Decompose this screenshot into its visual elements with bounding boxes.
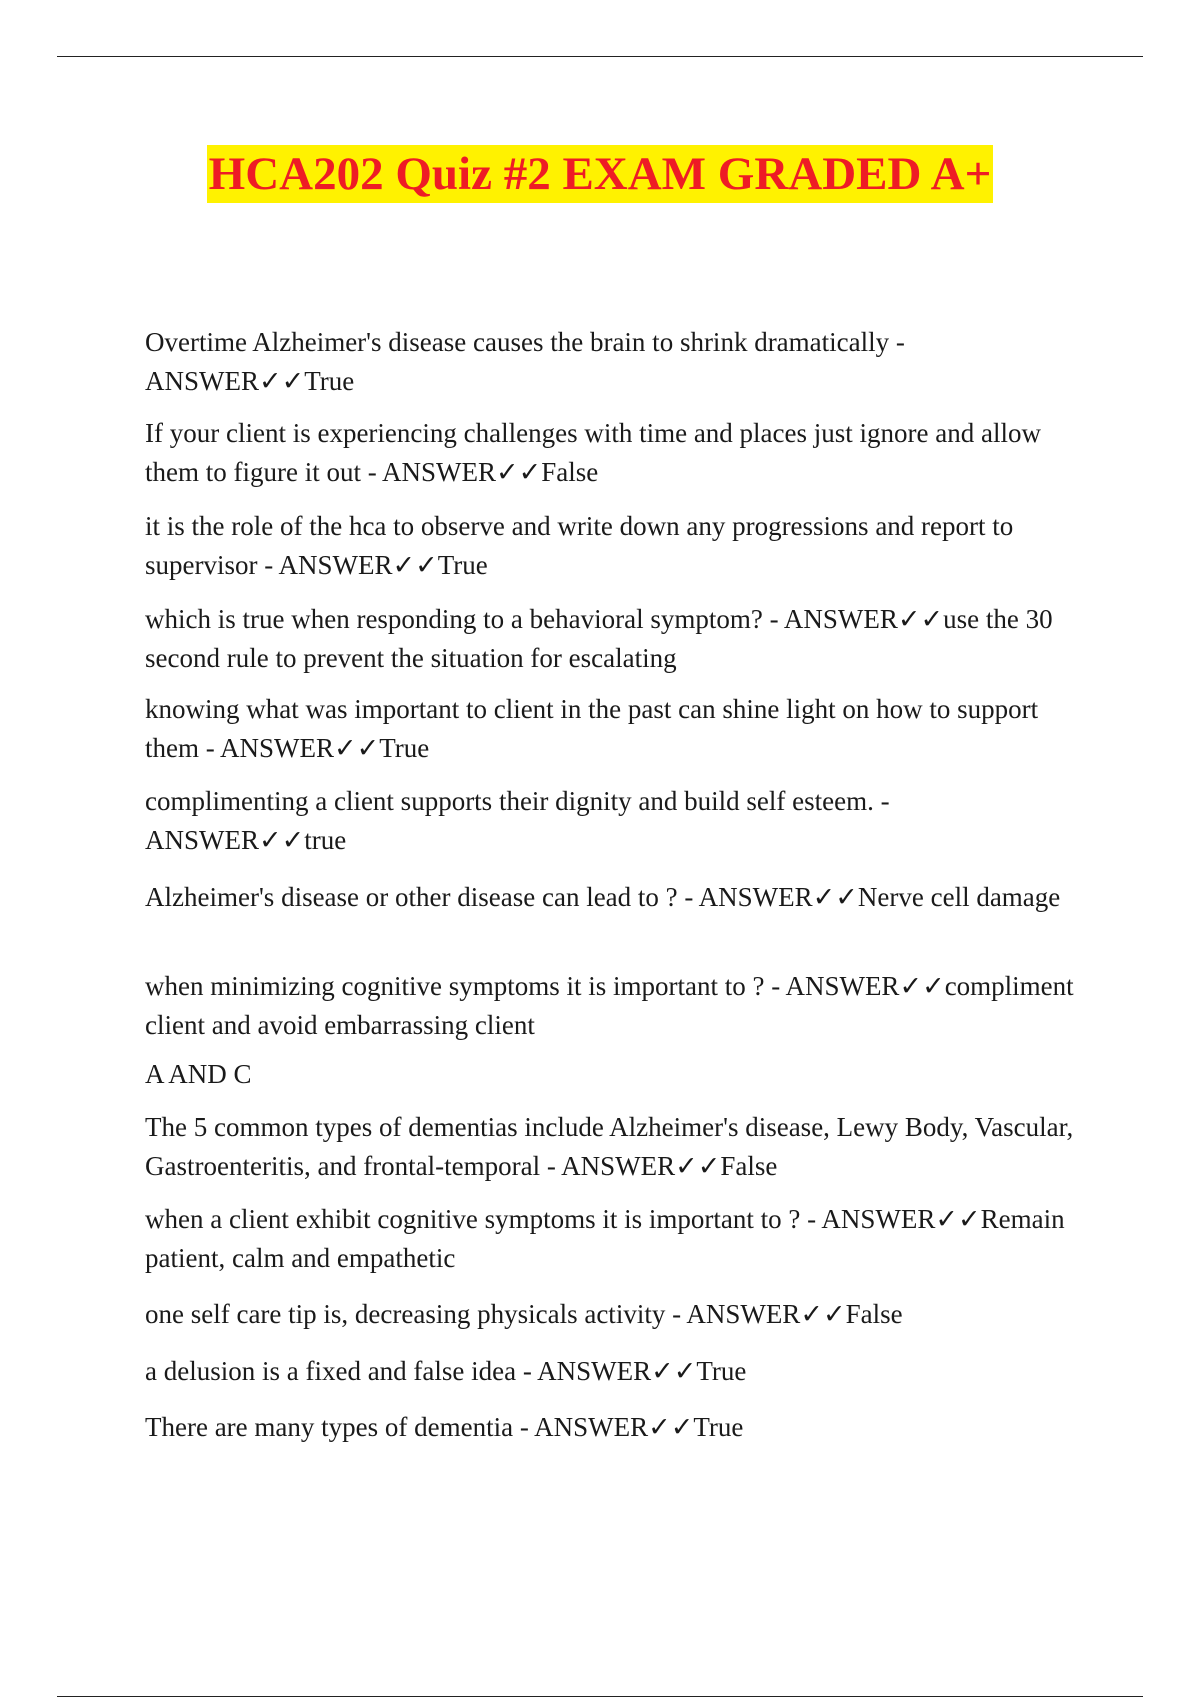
qa-item-1: Overtime Alzheimer's disease causes the brain to shrink dramatically - ANSWER✓✓True — [145, 327, 905, 396]
qa-item-12: one self care tip is, decreasing physicals activity - ANSWER✓✓False — [145, 1299, 903, 1329]
qa-item-2: If your client is experiencing challenges with time and places just ignore and allow them to figure it out - ANSWER✓✓False — [145, 418, 1041, 487]
title-block — [0, 145, 1200, 203]
qa-item-13: a delusion is a fixed and false idea - ANSWER✓✓True — [145, 1356, 747, 1386]
bottom-rule — [57, 1696, 1143, 1697]
qa-item-10: The 5 common types of dementias include Alzheimer's disease, Lewy Body, Vascular, Gastroenteritis, and frontal-temporal - ANSWER✓✓False — [145, 1112, 1074, 1181]
qa-item-3: it is the role of the hca to observe and write down any progressions and report to supervisor - ANSWER✓✓True — [145, 511, 1014, 580]
qa-item-14: There are many types of dementia - ANSWER✓✓True — [145, 1412, 744, 1442]
top-rule — [57, 56, 1143, 57]
qa-item-9: A AND C — [145, 1059, 252, 1089]
qa-item-11: when a client exhibit cognitive symptoms it is important to ? - ANSWER✓✓Remain patient, calm and empathetic — [145, 1204, 1065, 1273]
qa-item-6: complimenting a client supports their dignity and build self esteem. - ANSWER✓✓true — [145, 786, 890, 855]
qa-item-4: which is true when responding to a behavioral symptom? - ANSWER✓✓use the 30 second rule to prevent the situation for escalating — [145, 604, 1053, 673]
qa-item-7: Alzheimer's disease or other disease can lead to ? - ANSWER✓✓Nerve cell damage — [145, 882, 1061, 912]
qa-item-8: when minimizing cognitive symptoms it is important to ? - ANSWER✓✓compliment client and avoid embarrassing client — [145, 971, 1074, 1040]
document-title: HCA202 Quiz #2 EXAM GRADED A+ — [207, 145, 994, 203]
qa-item-5: knowing what was important to client in the past can shine light on how to support them - ANSWER✓✓True — [145, 694, 1039, 763]
